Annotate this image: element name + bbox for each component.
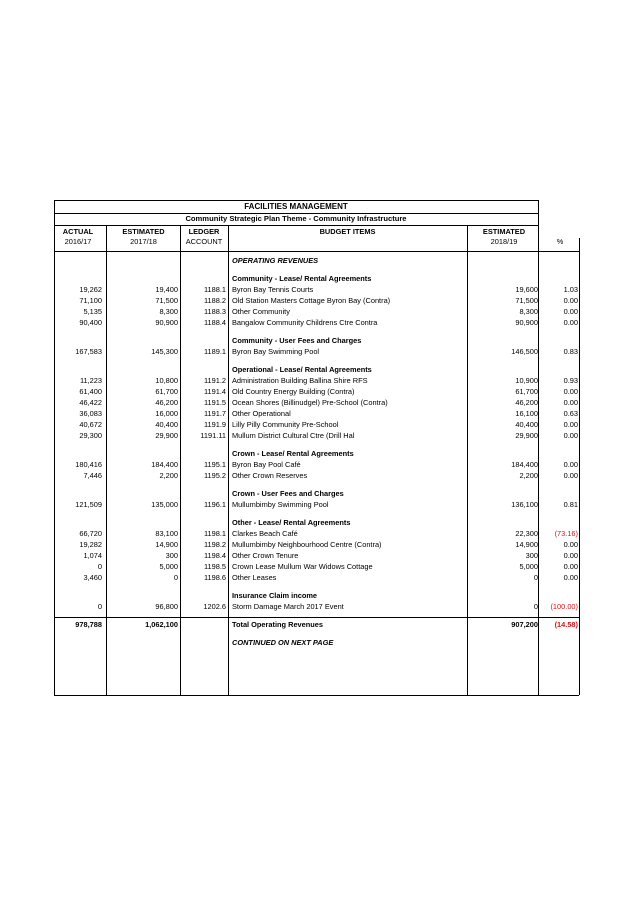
table-row [54, 470, 579, 481]
cell-actual: 978,788 [75, 620, 102, 629]
cell-item: Ocean Shores (Billinudgel) Pre-School (Contra) [232, 398, 388, 407]
section-row [54, 517, 579, 528]
cell-est17: 14,900 [155, 540, 178, 549]
cell-ledger: 1198.6 [203, 573, 226, 582]
cell-actual: 61,400 [79, 387, 102, 396]
cell-est18: 46,200 [515, 398, 538, 407]
cell-item: Insurance Claim income [232, 591, 318, 600]
cell-est17: 71,500 [155, 296, 178, 305]
cell-est18: 907,200 [511, 620, 538, 629]
cell-pct: 0.00 [563, 540, 578, 549]
cell-ledger: 1195.1 [203, 460, 226, 469]
cell-item: Crown Lease Mullum War Widows Cottage [232, 562, 373, 571]
cell-pct: 0.00 [563, 398, 578, 407]
spacer-row [54, 481, 579, 488]
table-row [54, 386, 579, 397]
cell-ledger: 1198.5 [203, 562, 226, 571]
cell-actual: 121,509 [75, 500, 102, 509]
cell-pct: 0.63 [563, 409, 578, 418]
table-row [54, 284, 579, 295]
rule-bottom [54, 695, 579, 696]
cell-est18: 90,900 [515, 318, 538, 327]
cell-ledger: 1191.2 [203, 376, 226, 385]
cell-ledger: 1191.5 [203, 398, 226, 407]
heading-italic-row [54, 637, 579, 648]
cell-est17: 96,800 [155, 602, 178, 611]
cell-est18: 184,400 [511, 460, 538, 469]
cell-item: Clarkes Beach Café [232, 529, 298, 538]
section-row [54, 488, 579, 499]
cell-est17: 19,400 [155, 285, 178, 294]
spacer-row [54, 510, 579, 517]
cell-item: CONTINUED ON NEXT PAGE [232, 638, 334, 647]
cell-est18: 136,100 [511, 500, 538, 509]
cell-pct: 0.00 [563, 296, 578, 305]
cell-item: Total Operating Revenues [232, 620, 324, 629]
table-row [54, 397, 579, 408]
table-row [54, 572, 579, 583]
cell-est18: 2,200 [519, 471, 538, 480]
cell-ledger: 1188.4 [203, 318, 226, 327]
cell-est18: 0 [533, 602, 538, 611]
cell-ledger: 1188.3 [203, 307, 226, 316]
table-subtitle: Community Strategic Plan Theme - Community Infrastructure [185, 214, 407, 223]
cell-actual: 11,223 [79, 376, 102, 385]
cell-item: Other Crown Tenure [232, 551, 299, 560]
table-row [54, 346, 579, 357]
cell-ledger: 1198.4 [203, 551, 226, 560]
vline-est17 [180, 225, 181, 695]
table-row [54, 499, 579, 510]
cell-est18: 146,500 [511, 347, 538, 356]
header-budget-items: BUDGET ITEMS [319, 227, 376, 236]
cell-item: Byron Bay Tennis Courts [232, 285, 314, 294]
section-row [54, 364, 579, 375]
cell-item: Other Leases [232, 573, 277, 582]
vline-right [579, 238, 580, 695]
cell-actual: 1,074 [83, 551, 102, 560]
rule-title [54, 213, 538, 214]
cell-pct: (100.00) [550, 602, 578, 611]
cell-actual: 66,720 [79, 529, 102, 538]
cell-item: Crown - User Fees and Charges [232, 489, 344, 498]
cell-est17: 1,062,100 [145, 620, 178, 629]
cell-est17: 135,000 [151, 500, 178, 509]
table-row [54, 317, 579, 328]
table-row [54, 459, 579, 470]
cell-est18: 0 [533, 573, 538, 582]
cell-ledger: 1198.1 [203, 529, 226, 538]
cell-item: Administration Building Ballina Shire RFS [232, 376, 368, 385]
cell-item: Other Community [232, 307, 290, 316]
spacer-row [54, 357, 579, 364]
cell-est18: 5,000 [519, 562, 538, 571]
cell-actual: 19,262 [79, 285, 102, 294]
table-row [54, 550, 579, 561]
cell-est17: 83,100 [155, 529, 178, 538]
table-title: FACILITIES MANAGEMENT [244, 202, 348, 211]
cell-actual: 46,422 [79, 398, 102, 407]
cell-est18: 10,900 [515, 376, 538, 385]
cell-est17: 2,200 [159, 471, 178, 480]
cell-est17: 5,000 [159, 562, 178, 571]
cell-item: OPERATING REVENUES [232, 256, 319, 265]
rule-header [54, 251, 579, 252]
cell-est18: 16,100 [515, 409, 538, 418]
vline-items [467, 225, 468, 695]
cell-ledger: 1191.7 [203, 409, 226, 418]
cell-actual: 167,583 [75, 347, 102, 356]
cell-pct: 0.00 [563, 460, 578, 469]
column-headers [54, 227, 579, 251]
cell-est18: 300 [525, 551, 538, 560]
table-row [54, 408, 579, 419]
cell-item: Byron Bay Pool Café [232, 460, 301, 469]
cell-actual: 7,446 [83, 471, 102, 480]
cell-item: Mullumbimby Swimming Pool [232, 500, 329, 509]
cell-est17: 29,900 [155, 431, 178, 440]
section-row [54, 335, 579, 346]
cell-item: Lilly Pilly Community Pre-School [232, 420, 339, 429]
cell-item: Other Operational [232, 409, 291, 418]
cell-est18: 19,600 [515, 285, 538, 294]
cell-est17: 10,800 [155, 376, 178, 385]
cell-ledger: 1191.9 [203, 420, 226, 429]
cell-pct: 0.00 [563, 387, 578, 396]
cell-pct: 0.00 [563, 573, 578, 582]
cell-pct: (73.16) [554, 529, 578, 538]
cell-pct: 0.81 [563, 500, 578, 509]
cell-actual: 0 [97, 562, 102, 571]
header-percent: % [556, 237, 564, 246]
cell-item: Other - Lease/ Rental Agreements [232, 518, 351, 527]
total-row [54, 619, 579, 630]
cell-ledger: 1191.4 [203, 387, 226, 396]
cell-actual: 3,460 [83, 573, 102, 582]
cell-item: Byron Bay Swimming Pool [232, 347, 320, 356]
cell-est18: 40,400 [515, 420, 538, 429]
table-row [54, 561, 579, 572]
table-row [54, 539, 579, 550]
cell-est17: 184,400 [151, 460, 178, 469]
cell-item: Community - Lease/ Rental Agreements [232, 274, 372, 283]
rule-total [54, 617, 579, 618]
heading-italic-row [54, 255, 579, 266]
table-body [54, 255, 579, 648]
cell-ledger: 1188.1 [203, 285, 226, 294]
table-row [54, 601, 579, 612]
cell-est17: 300 [165, 551, 178, 560]
cell-ledger: 1188.2 [203, 296, 226, 305]
cell-est18: 8,300 [519, 307, 538, 316]
header-ledger-account: LEDGER ACCOUNT [185, 227, 223, 246]
cell-est18: 71,500 [515, 296, 538, 305]
cell-est17: 16,000 [155, 409, 178, 418]
cell-ledger: 1195.2 [203, 471, 226, 480]
cell-item: Operational - Lease/ Rental Agreements [232, 365, 372, 374]
table-row [54, 375, 579, 386]
header-actual: ACTUAL 2016/17 [62, 227, 94, 246]
header-estimated-2017: ESTIMATED 2017/18 [122, 227, 165, 246]
cell-est18: 14,900 [515, 540, 538, 549]
cell-actual: 29,300 [79, 431, 102, 440]
cell-est17: 145,300 [151, 347, 178, 356]
cell-est17: 0 [173, 573, 178, 582]
cell-est18: 22,300 [515, 529, 538, 538]
cell-est18: 29,900 [515, 431, 538, 440]
cell-pct: 0.00 [563, 471, 578, 480]
spacer-row [54, 583, 579, 590]
spacer-row [54, 441, 579, 448]
rule-top [54, 200, 538, 201]
cell-ledger: 1202.6 [203, 602, 226, 611]
cell-pct: 0.00 [563, 307, 578, 316]
cell-item: Community - User Fees and Charges [232, 336, 362, 345]
cell-ledger: 1189.1 [203, 347, 226, 356]
cell-actual: 40,672 [79, 420, 102, 429]
table-row [54, 419, 579, 430]
table-row [54, 528, 579, 539]
spacer-row [54, 328, 579, 335]
header-estimated-2018: ESTIMATED 2018/19 [482, 227, 526, 246]
cell-item: Old Country Energy Building (Contra) [232, 387, 355, 396]
cell-ledger: 1196.1 [203, 500, 226, 509]
cell-item: Mullum District Cultural Ctre (Drill Hal [232, 431, 355, 440]
cell-pct: 0.83 [563, 347, 578, 356]
cell-actual: 180,416 [75, 460, 102, 469]
cell-item: Crown - Lease/ Rental Agreements [232, 449, 354, 458]
cell-est17: 90,900 [155, 318, 178, 327]
vline-actual [106, 225, 107, 695]
cell-actual: 90,400 [79, 318, 102, 327]
vline-est18-right [538, 200, 539, 695]
cell-item: Storm Damage March 2017 Event [232, 602, 344, 611]
cell-ledger: 1198.2 [203, 540, 226, 549]
cell-pct: 0.00 [563, 420, 578, 429]
cell-pct: (14.58) [554, 620, 578, 629]
section-row [54, 448, 579, 459]
cell-pct: 0.00 [563, 431, 578, 440]
cell-est17: 61,700 [155, 387, 178, 396]
table-row [54, 306, 579, 317]
section-row [54, 590, 579, 601]
cell-actual: 5,135 [83, 307, 102, 316]
cell-actual: 71,100 [79, 296, 102, 305]
cell-pct: 0.93 [563, 376, 578, 385]
cell-est17: 40,400 [155, 420, 178, 429]
cell-actual: 36,083 [79, 409, 102, 418]
spacer-row [54, 630, 579, 637]
cell-item: Old Station Masters Cottage Byron Bay (Contra) [232, 296, 391, 305]
spacer-row [54, 266, 579, 273]
vline-ledger [228, 225, 229, 695]
rule-subtitle [54, 225, 538, 226]
cell-est17: 8,300 [159, 307, 178, 316]
cell-pct: 0.00 [563, 562, 578, 571]
cell-actual: 0 [97, 602, 102, 611]
cell-est18: 61,700 [515, 387, 538, 396]
cell-pct: 0.00 [563, 318, 578, 327]
cell-est17: 46,200 [155, 398, 178, 407]
cell-item: Other Crown Reserves [232, 471, 308, 480]
table-row [54, 295, 579, 306]
section-row [54, 273, 579, 284]
cell-pct: 1.03 [563, 285, 578, 294]
vline-left [54, 200, 55, 695]
cell-item: Mullumbimby Neighbourhood Centre (Contra) [232, 540, 382, 549]
cell-item: Bangalow Community Childrens Ctre Contra [232, 318, 378, 327]
cell-ledger: 1191.11 [200, 431, 226, 440]
cell-pct: 0.00 [563, 551, 578, 560]
table-row [54, 430, 579, 441]
cell-actual: 19,282 [79, 540, 102, 549]
